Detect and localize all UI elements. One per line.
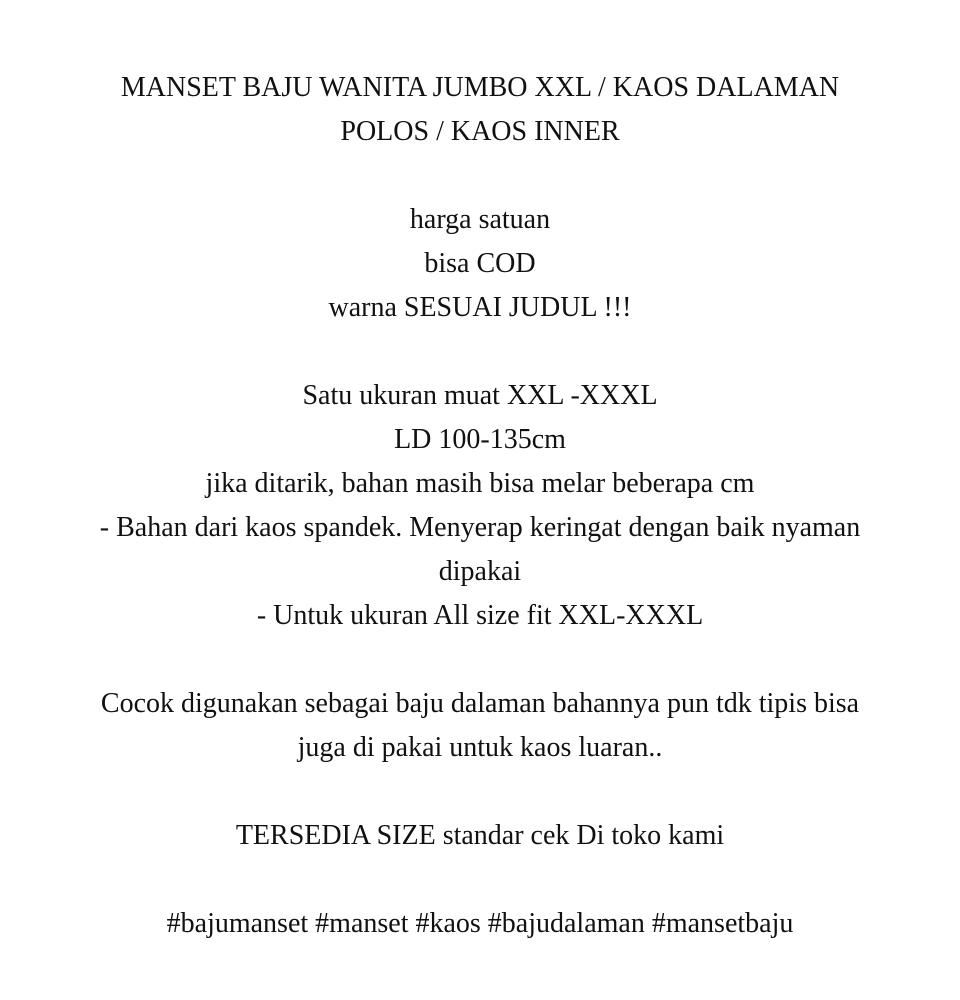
product-description [40,66,920,946]
size-details [40,374,920,638]
blank-line [40,858,920,902]
usage-line-2: juga di pakai untuk kaos luaran.. [297,732,663,763]
stretch-line: jika ditarik, bahan masih bisa melar beberapa cm [205,468,755,499]
usage-details [40,682,920,770]
price-note: harga satuan [409,204,551,235]
usage-line-1: Cocok digunakan sebagai baju dalaman bahannya pun tdk tipis bisa [100,688,860,719]
color-note: warna SESUAI JUDUL !!! [328,292,632,323]
hashtags: #bajumanset #manset #kaos #bajudalaman #mansetbaju [166,908,794,939]
size-fit-line: Satu ukuran muat XXL -XXXL [302,380,658,411]
title-line-1: MANSET BAJU WANITA JUMBO XXL / KAOS DALAMAN [120,72,840,103]
cod-note: bisa COD [424,248,536,279]
material-line-1: - Bahan dari kaos spandek. Menyerap keringat dengan baik nyaman [99,512,861,543]
blank-line [40,330,920,374]
chest-size-line: LD 100-135cm [394,424,566,455]
availability-note: TERSEDIA SIZE standar cek Di toko kami [235,820,725,851]
blank-line [40,770,920,814]
all-size-line: - Untuk ukuran All size fit XXL-XXXL [256,600,704,631]
blank-line [40,154,920,198]
material-line-2: dipakai [438,556,522,587]
blank-line [40,638,920,682]
sales-info [40,198,920,330]
product-title [40,66,920,154]
title-line-2: POLOS / KAOS INNER [340,116,620,147]
